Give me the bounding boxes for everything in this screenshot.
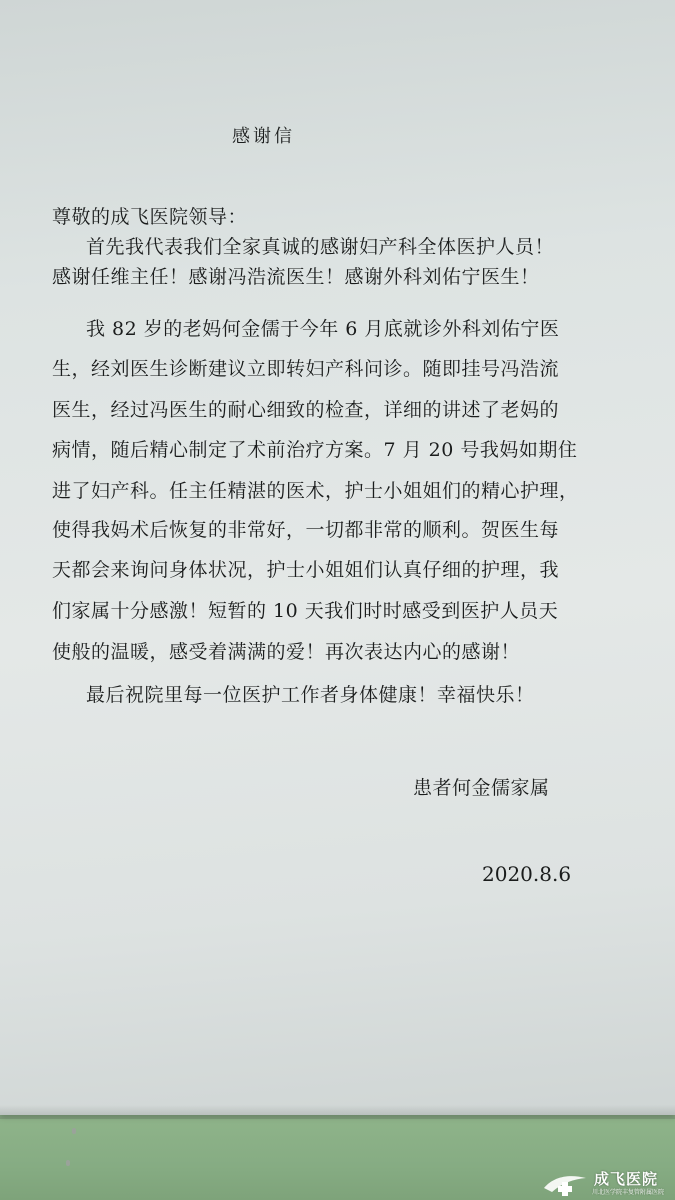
table-speck [66,1160,70,1166]
letter-line: 天都会来询问身体状况，护士小姐姐们认真仔细的护理，我 [52,559,560,581]
letter-line: 使得我妈术后恢复的非常好，一切都非常的顺利。贺医生每 [52,519,560,541]
letter-line: 首先我代表我们全家真诚的感谢妇产科全体医护人员！ [86,236,555,258]
letter-salutation: 尊敬的成飞医院领导： [52,206,248,228]
letter-line: 们家属十分感激！短暂的 10 天我们时时感受到医护人员天 [52,600,559,622]
letter-line: 感谢任维主任！感谢冯浩流医生！感谢外科刘佑宁医生！ [52,266,540,288]
hospital-cross-icon [540,1172,590,1198]
letter-title: 感谢信 [232,126,295,147]
letter-line: 使般的温暖，感受着满满的爱！再次表达内心的感谢！ [52,641,521,663]
paper-edge-shadow [0,1105,675,1119]
hospital-subtitle: 川北医学院丰复管附属医院 [592,1189,665,1196]
letter-line: 最后祝院里每一位医护工作者身体健康！幸福快乐！ [86,684,535,706]
letter-date: 2020.8.6 [482,862,572,886]
hospital-watermark-logo [540,1168,675,1200]
letter-line: 医生，经过冯医生的耐心细致的检查，详细的讲述了老妈的 [52,399,560,421]
letter-line: 我 82 岁的老妈何金儒于今年 6 月底就诊外科刘佑宁医 [86,318,560,340]
letter-line: 生，经刘医生诊断建议立即转妇产科问诊。随即挂号冯浩流 [52,358,560,380]
table-speck [72,1128,76,1134]
letter-signature: 患者何金儒家属 [413,777,550,799]
letter-line: 病情，随后精心制定了术前治疗方案。7 月 20 号我妈如期住 [52,439,578,461]
hospital-name: 成飞医院 [594,1170,659,1188]
letter-line: 进了妇产科。任主任精湛的医术，护士小姐姐们的精心护理， [52,480,579,502]
